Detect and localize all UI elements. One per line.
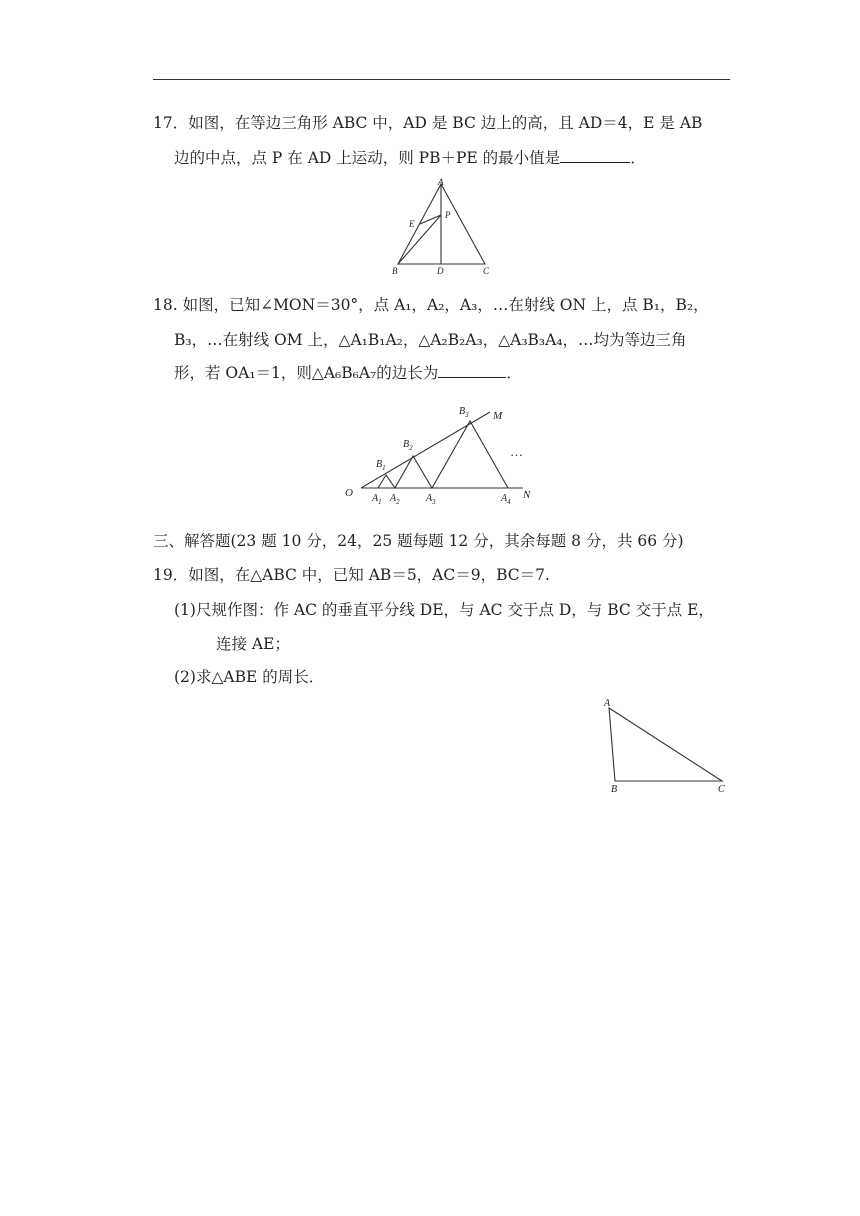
q18-label-b1: $B_1$ — [376, 459, 386, 472]
q19-part-2: (2)求△ABE 的周长． — [174, 668, 325, 686]
q18-label-b2: $B_2$ — [403, 439, 413, 452]
q17-line-2-text: 边的中点，点 P 在 AD 上运动，则 PB＋PE 的最小值是 — [174, 149, 561, 167]
q19-label-b: B — [611, 784, 618, 795]
q18-ellipsis: … — [510, 444, 523, 459]
q18-label-a2: $A_2$ — [390, 493, 400, 506]
q17-label-d: D — [437, 266, 444, 276]
q18-answer-blank — [438, 362, 506, 379]
q17-answer-blank — [560, 147, 630, 164]
q18-label-a4: $A_4$ — [501, 493, 511, 506]
q17-label-b: B — [392, 266, 398, 276]
q18-figure — [340, 400, 550, 510]
header-rule — [153, 79, 730, 80]
q18-label-m: M — [493, 410, 503, 422]
q18-label-n: N — [523, 489, 531, 501]
q19-part-1-line-2: 连接 AE； — [216, 635, 290, 653]
q19-line-1: 19．如图，在△ABC 中，已知 AB＝5，AC＝9，BC＝7. — [153, 566, 550, 584]
q18-line-3 — [174, 361, 522, 383]
q17-line-2-end: ． — [630, 149, 646, 167]
q17-segment-pb — [398, 215, 441, 264]
q17-label-e: E — [409, 219, 415, 229]
q18-label-a1: $A_1$ — [372, 493, 382, 506]
q18-line-2: B₃，…在射线 OM 上，△A₁B₁A₂，△A₂B₂A₃，△A₃B₃A₄，…均为等边三角 — [174, 331, 687, 349]
q18-line-1: 18. 如图，已知∠MON＝30°，点 A₁，A₂，A₃，…在射线 ON 上，点 B₁，B₂， — [153, 296, 709, 314]
q19-triangle-abc — [609, 708, 722, 781]
q18-label-a3: $A_3$ — [426, 493, 436, 506]
q17-line-1: 17．如图，在等边三角形 ABC 中，AD 是 BC 边上的高，且 AD＝4，E 是 AB — [153, 114, 703, 132]
q17-line-2 — [174, 146, 646, 168]
q19-figure — [598, 693, 738, 798]
q17-label-p: P — [445, 210, 451, 220]
q17-label-c: C — [483, 266, 490, 276]
q17-figure — [385, 175, 505, 280]
q18-line-3-end: ． — [506, 364, 522, 382]
q18-triangle-chain — [378, 421, 508, 488]
q17-label-a: A — [438, 177, 444, 187]
q18-label-o: O — [345, 487, 353, 499]
q18-line-3-text: 形，若 OA₁＝1，则△A₆B₆A₇的边长为 — [174, 364, 439, 382]
section-3-heading: 三、解答题(23 题 10 分，24，25 题每题 12 分，其余每题 8 分，共 66 分) — [153, 532, 684, 550]
q19-label-a: A — [604, 698, 611, 709]
q18-label-b3: $B_3$ — [459, 406, 469, 419]
q19-part-1-line-1: (1)尺规作图：作 AC 的垂直平分线 DE，与 AC 交于点 D，与 BC 交于点 E， — [174, 601, 714, 619]
q19-label-c: C — [718, 784, 725, 795]
